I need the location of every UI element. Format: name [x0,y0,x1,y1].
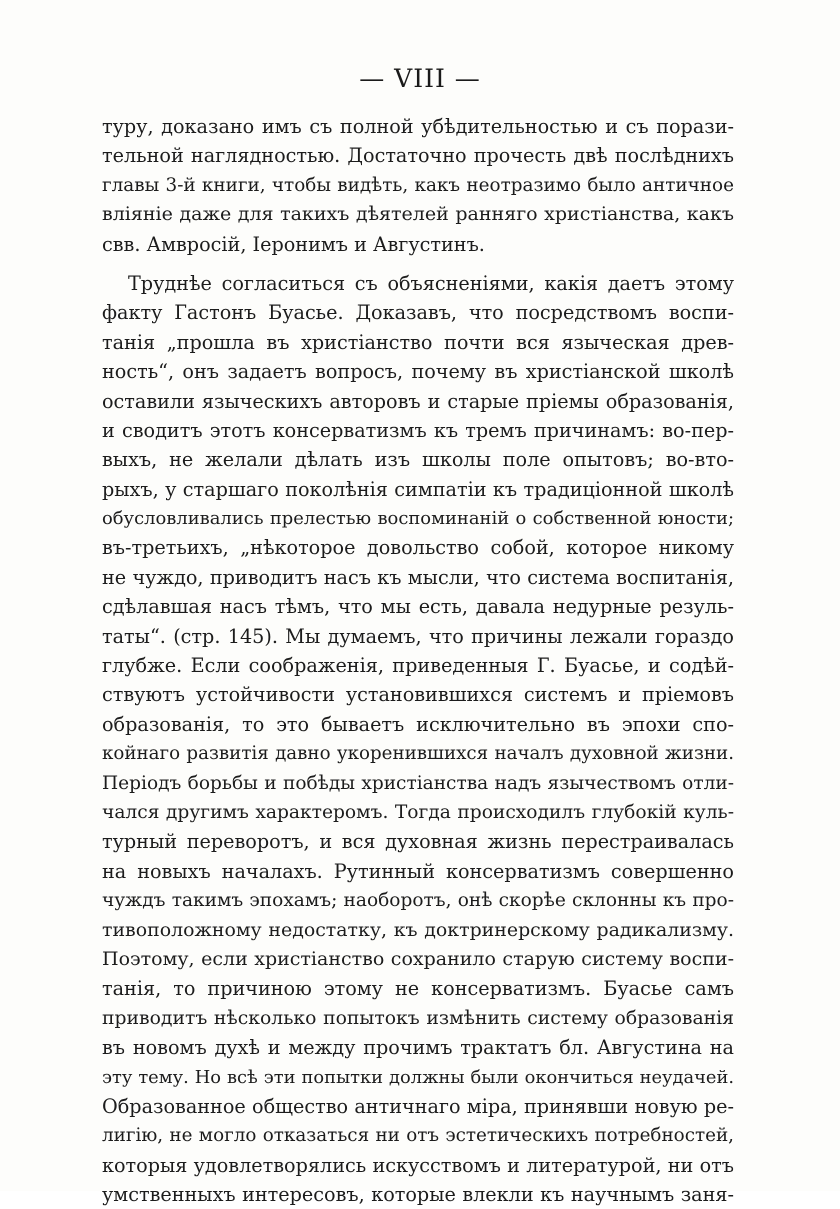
text-line: Поэтому, если христіанство сохранило старую систему воспи- [102,947,734,970]
text-line: умственныхъ интересовъ, которые влекли къ научнымъ заня- [102,1183,734,1207]
text-line: и сводитъ этотъ консерватизмъ къ тремъ причинамъ: во-пер- [102,418,734,442]
text-line: тивоположному недостатку, къ доктринерскому радикализму. [102,918,734,941]
page-number: — VIII — [359,64,481,93]
text-line: чался другимъ характеромъ. Тогда происходилъ глубокій куль- [102,801,734,823]
text-line: туру, доказано имъ съ полной убѣдительностью и съ порази- [102,115,734,138]
text-line: чуждъ такимъ эпохамъ; наоборотъ, онѣ скорѣе склонны къ про- [102,890,734,912]
text-line: сдѣлавшая насъ тѣмъ, что мы есть, давала недурные резуль- [102,595,734,619]
text-line: вліяніе даже для такихъ дѣятелей ранняго христіанства, какъ [102,203,734,226]
text-line: оставили языческихъ авторовъ и старые пріемы образованія, [102,389,734,413]
text-line: ствуютъ устойчивости установившихся системъ и пріемовъ [102,683,734,707]
text-line: факту Гастонъ Буасье. Доказавъ, что посредствомъ воспи- [102,301,734,325]
text-line: ность“, онъ задаетъ вопросъ, почему въ христіанской школѣ [102,360,734,384]
text-line: приводитъ нѣсколько попытокъ измѣнить систему образованія [102,1007,734,1029]
text-line: главы 3-й книги, чтобы видѣть, какъ неотразимо было античное [102,174,734,196]
text-line: лигію, не могло отказаться ни отъ эстетическихъ потребностей, [102,1125,734,1147]
text-line: въ новомъ духѣ и между прочимъ трактатъ бл. Августина на [102,1036,734,1060]
text-line: которыя удовлетворялись искусствомъ и литературой, ни отъ [102,1153,734,1177]
paragraph-1 [102,112,734,259]
text-line: Образованное общество античнаго міра, принявши новую ре- [102,1094,734,1118]
text-line: Труднѣе согласиться съ объясненіями, какія даетъ этому [128,271,734,295]
body-text [102,112,734,1209]
text-line: Періодъ борьбы и побѣды христіанства надъ язычествомъ отли- [102,772,734,794]
text-line: турный переворотъ, и вся духовная жизнь перестраивалась [102,830,734,854]
text-line: танія, то причиною этому не консерватизмъ. Буасье самъ [102,977,734,1001]
text-line: глубже. Если соображенія, приведенныя Г. Буасье, и содѣй- [102,654,734,678]
text-line: выхъ, не желали дѣлать изъ школы поле опытовъ; во-вто- [102,448,734,472]
text-line: эту тему. Но всѣ эти попытки должны были окончиться неудачей. [102,1066,734,1088]
text-line: тельной наглядностью. Достаточно прочесть двѣ послѣднихъ [102,144,734,168]
text-line: обусловливались прелестью воспоминаній о собственной юности; [102,508,734,530]
text-line: не чуждо, приводитъ насъ къ мысли, что система воспитанія, [102,565,734,589]
text-line: койнаго развитія давно укоренившихся началъ духовной жизни. [102,743,734,765]
text-line: свв. Амвросій, Іеронимъ и Августинъ. [102,232,485,256]
text-line: образованія, то это бываетъ исключительно въ эпохи спо- [102,712,734,736]
paragraph-gap [102,259,734,269]
text-line: рыхъ, у старшаго поколѣнія симпатіи къ традиціонной школѣ [102,477,734,501]
text-line: танія „прошла въ христіанство почти вся языческая древ- [102,330,734,354]
text-line: въ-третьихъ, „нѣкоторое довольство собой, которое никому [102,536,734,560]
text-line: таты“. (стр. 145). Мы думаемъ, что причины лежали гораздо [102,624,734,648]
text-line: на новыхъ началахъ. Рутинный консерватизмъ совершенно [102,859,734,883]
paragraph-2 [102,269,734,1209]
